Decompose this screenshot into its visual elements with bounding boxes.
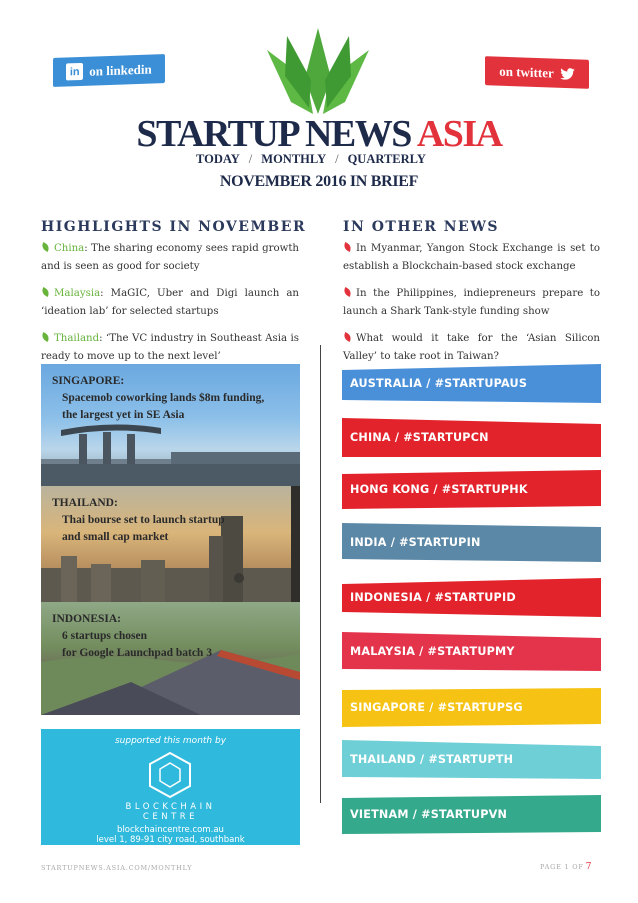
leaf-bullet-icon (342, 332, 353, 342)
tag-label: AUSTRALIA / #STARTUPAUS (350, 377, 528, 390)
highlights-list (41, 240, 299, 375)
photo-indonesia[interactable] (41, 602, 300, 715)
leaf-bullet-icon (40, 242, 51, 252)
tag-label: INDIA / #STARTUPIN (350, 536, 481, 549)
list-item[interactable]: In Myanmar, Yangon Stock Exchange is set to establish a Blockchain-based stock exchange (343, 243, 600, 272)
tag-australia[interactable] (342, 364, 601, 403)
edition-nav: TODAY / MONTHLY / QUARTERLY (196, 152, 426, 166)
linkedin-button[interactable] (53, 54, 165, 87)
photo-thailand[interactable] (41, 486, 300, 602)
photo-caption: THAILAND: Thai bourse set to launch startup and small cap market (52, 497, 225, 543)
list-item[interactable]: Thailand: ‘The VC industry in Southeast Asia is ready to move up to the next level’ (41, 333, 299, 362)
list-item[interactable]: In the Philippines, indiepreneurs prepare to launch a Shark Tank-style funding show (343, 288, 600, 317)
list-item[interactable]: China: The sharing economy sees rapid growth and is seen as good for society (41, 243, 299, 272)
highlights-heading: HIGHLIGHTS IN NOVEMBER (41, 219, 307, 235)
crown-logo (257, 28, 379, 114)
masthead-title: STARTUP NEWS ASIA (136, 113, 502, 155)
page-number: PAGE 1 OF 7 (540, 862, 593, 872)
tag-singapore[interactable] (342, 688, 601, 727)
linkedin-icon: in (66, 63, 83, 81)
nav-today[interactable]: TODAY (196, 152, 240, 166)
tag-label: VIETNAM / #STARTUPVN (350, 808, 508, 821)
list-item[interactable]: What would it take for the ‘Asian Silicon Valley’ to take root in Taiwan? (343, 333, 600, 362)
leaf-bullet-icon (342, 242, 353, 252)
nav-monthly[interactable]: MONTHLY (261, 152, 327, 166)
tag-label: INDONESIA / #STARTUPID (350, 591, 516, 604)
sponsor-url[interactable]: blockchaincentre.com.au (117, 825, 224, 835)
photo-caption: INDONESIA: 6 startups chosen for Google Launchpad batch 3 (52, 613, 212, 659)
twitter-label: on twitter (499, 63, 554, 81)
other-news-heading: IN OTHER NEWS (343, 219, 500, 235)
photo-caption: SINGAPORE: Spacemob coworking lands $8m funding, the largest yet in SE Asia (52, 375, 265, 421)
leaf-bullet-icon (40, 287, 51, 297)
hexagon-logo-icon (147, 751, 193, 799)
other-news-list (343, 240, 600, 375)
sponsor-address: level 1, 89-91 city road, southbank (96, 835, 245, 845)
tag-china[interactable] (342, 418, 601, 457)
nav-quarterly[interactable]: QUARTERLY (347, 152, 426, 166)
tag-thailand[interactable] (342, 740, 601, 779)
tag-vietnam[interactable] (342, 795, 601, 834)
photo-singapore[interactable] (41, 364, 300, 486)
sponsor-tagline: supported this month by (114, 736, 227, 746)
sponsor-name-line2: CENTRE (142, 812, 199, 822)
leaf-bullet-icon (40, 332, 51, 342)
tag-label: HONG KONG / #STARTUPHK (350, 483, 528, 496)
footer-url[interactable]: STARTUPNEWS.ASIA.COM/MONTHLY (41, 864, 193, 872)
list-item[interactable]: Malaysia: MaGIC, Uber and Digi launch an ‘ideation lab’ for selected startups (41, 288, 299, 317)
tag-label: THAILAND / #STARTUPTH (350, 753, 514, 766)
sponsor-name-line1: BLOCKCHAIN (125, 802, 216, 812)
linkedin-label: on linkedin (89, 61, 152, 79)
tag-label: MALAYSIA / #STARTUPMY (350, 645, 515, 658)
twitter-bird-icon (560, 67, 575, 80)
issue-title: NOVEMBER 2016 IN BRIEF (219, 173, 419, 190)
sponsor-contact (41, 825, 300, 845)
sponsor-banner[interactable] (41, 729, 300, 845)
tag-india[interactable] (342, 523, 601, 562)
column-divider (320, 345, 321, 803)
tag-malaysia[interactable] (342, 632, 601, 671)
leaf-bullet-icon (342, 287, 353, 297)
tag-indonesia[interactable] (342, 578, 601, 617)
tag-hong-kong[interactable] (342, 470, 601, 509)
tag-label: SINGAPORE / #STARTUPSG (350, 701, 523, 714)
twitter-button[interactable] (485, 56, 589, 89)
tag-label: CHINA / #STARTUPCN (350, 431, 489, 444)
